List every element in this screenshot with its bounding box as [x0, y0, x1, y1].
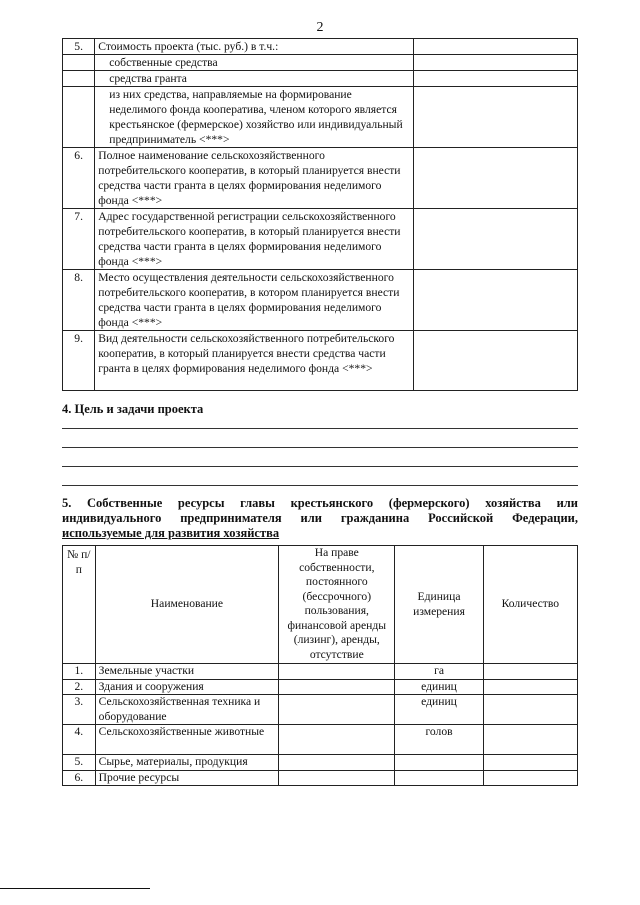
row-description: Место осуществления деятельности сельскохозяйственного потребительского кооператив, в котором планируется внести средства части гранта в целях формирования неделимого фонда <***>: [95, 270, 414, 331]
section-5-heading-text: 5. Собственные ресурсы главы крестьянского (фермерского) хозяйства или индивидуального предпринимателя или гражданина Российской Федерации,: [62, 496, 578, 525]
row-number: 2.: [63, 679, 96, 695]
row-value-cell[interactable]: [414, 209, 578, 270]
project-cost-table: [62, 38, 578, 391]
unit-cell: голов: [395, 725, 483, 755]
page-number: 2: [316, 20, 324, 35]
row-value-cell[interactable]: [414, 331, 578, 391]
table-row: [63, 695, 578, 725]
resource-name: Земельные участки: [95, 664, 279, 680]
row-number: [63, 71, 95, 87]
table-row: [63, 71, 578, 87]
row-description: средства гранта: [95, 71, 414, 87]
row-value-cell[interactable]: [414, 71, 578, 87]
section-5-heading: [62, 496, 578, 541]
footnote-separator: [0, 888, 150, 889]
quantity-cell[interactable]: [483, 770, 577, 786]
table-row: [63, 209, 578, 270]
row-description: Вид деятельности сельскохозяйственного потребительского кооператив, в который планируется внести средства части гранта в целях формирования неделимого фонда <***>: [95, 331, 414, 391]
row-description: Полное наименование сельскохозяйственного потребительского кооператив, в который планируется внести средства части гранта в целях формирования неделимого фонда <***>: [95, 148, 414, 209]
row-number: 1.: [63, 664, 96, 680]
answer-line[interactable]: [62, 485, 578, 486]
ownership-cell[interactable]: [279, 770, 395, 786]
table-row: [63, 664, 578, 680]
unit-cell: [395, 755, 483, 771]
section-5-heading-text-last: используемые для развития хозяйства: [62, 526, 280, 540]
quantity-cell[interactable]: [483, 695, 577, 725]
col-header-name: Наименование: [95, 546, 279, 664]
table-row: [63, 148, 578, 209]
quantity-cell[interactable]: [483, 664, 577, 680]
own-resources-table: [62, 545, 578, 786]
col-header-unit: Единица измерения: [395, 546, 483, 664]
row-number: 6.: [63, 148, 95, 209]
resource-name: Сельскохозяйственная техника и оборудование: [95, 695, 279, 725]
row-number: 6.: [63, 770, 96, 786]
resource-name: Сырье, материалы, продукция: [95, 755, 279, 771]
row-description: собственные средства: [95, 55, 414, 71]
quantity-cell[interactable]: [483, 679, 577, 695]
row-number: 8.: [63, 270, 95, 331]
row-number: 5.: [63, 39, 95, 55]
row-value-cell[interactable]: [414, 55, 578, 71]
answer-line[interactable]: [62, 428, 578, 429]
row-number: 3.: [63, 695, 96, 725]
table-row: [63, 725, 578, 755]
resource-name: Сельскохозяйственные животные: [95, 725, 279, 755]
unit-cell: га: [395, 664, 483, 680]
unit-cell: единиц: [395, 679, 483, 695]
table-row: [63, 755, 578, 771]
resource-name: Здания и сооружения: [95, 679, 279, 695]
row-value-cell[interactable]: [414, 87, 578, 148]
row-description: Адрес государственной регистрации сельскохозяйственного потребительского кооператив, в который планируется внести средства части гранта в целях формирования неделимого фонда <***>: [95, 209, 414, 270]
col-header-ownership: На праве собственности, постоянного (бессрочного) пользования, финансовой аренды (лизинг), аренды, отсутствие: [279, 546, 395, 664]
row-value-cell[interactable]: [414, 39, 578, 55]
unit-cell: [395, 770, 483, 786]
table-header-row: [63, 546, 578, 664]
quantity-cell[interactable]: [483, 755, 577, 771]
row-value-cell[interactable]: [414, 148, 578, 209]
row-number: 5.: [63, 755, 96, 771]
ownership-cell[interactable]: [279, 695, 395, 725]
ownership-cell[interactable]: [279, 755, 395, 771]
col-header-qty: Количество: [483, 546, 577, 664]
resource-name: Прочие ресурсы: [95, 770, 279, 786]
col-header-num: № п/п: [63, 546, 96, 664]
row-number: 4.: [63, 725, 96, 755]
table-row: [63, 55, 578, 71]
row-description: Стоимость проекта (тыс. руб.) в т.ч.:: [95, 39, 414, 55]
table-row: [63, 770, 578, 786]
table-row: [63, 331, 578, 391]
table-row: [63, 270, 578, 331]
table-row: [63, 679, 578, 695]
answer-line[interactable]: [62, 447, 578, 448]
row-description: из них средства, направляемые на формирование неделимого фонда кооператива, членом которого является крестьянское (фермерское) хозяйство или индивидуальный предприниматель <***>: [95, 87, 414, 148]
ownership-cell[interactable]: [279, 725, 395, 755]
quantity-cell[interactable]: [483, 725, 577, 755]
ownership-cell[interactable]: [279, 679, 395, 695]
answer-line[interactable]: [62, 466, 578, 467]
row-value-cell[interactable]: [414, 270, 578, 331]
row-number: 7.: [63, 209, 95, 270]
section-4-heading: 4. Цель и задачи проекта: [62, 402, 204, 416]
table-row: [63, 87, 578, 148]
table-row: [63, 39, 578, 55]
row-number: 9.: [63, 331, 95, 391]
ownership-cell[interactable]: [279, 664, 395, 680]
row-number: [63, 87, 95, 148]
row-number: [63, 55, 95, 71]
unit-cell: единиц: [395, 695, 483, 725]
